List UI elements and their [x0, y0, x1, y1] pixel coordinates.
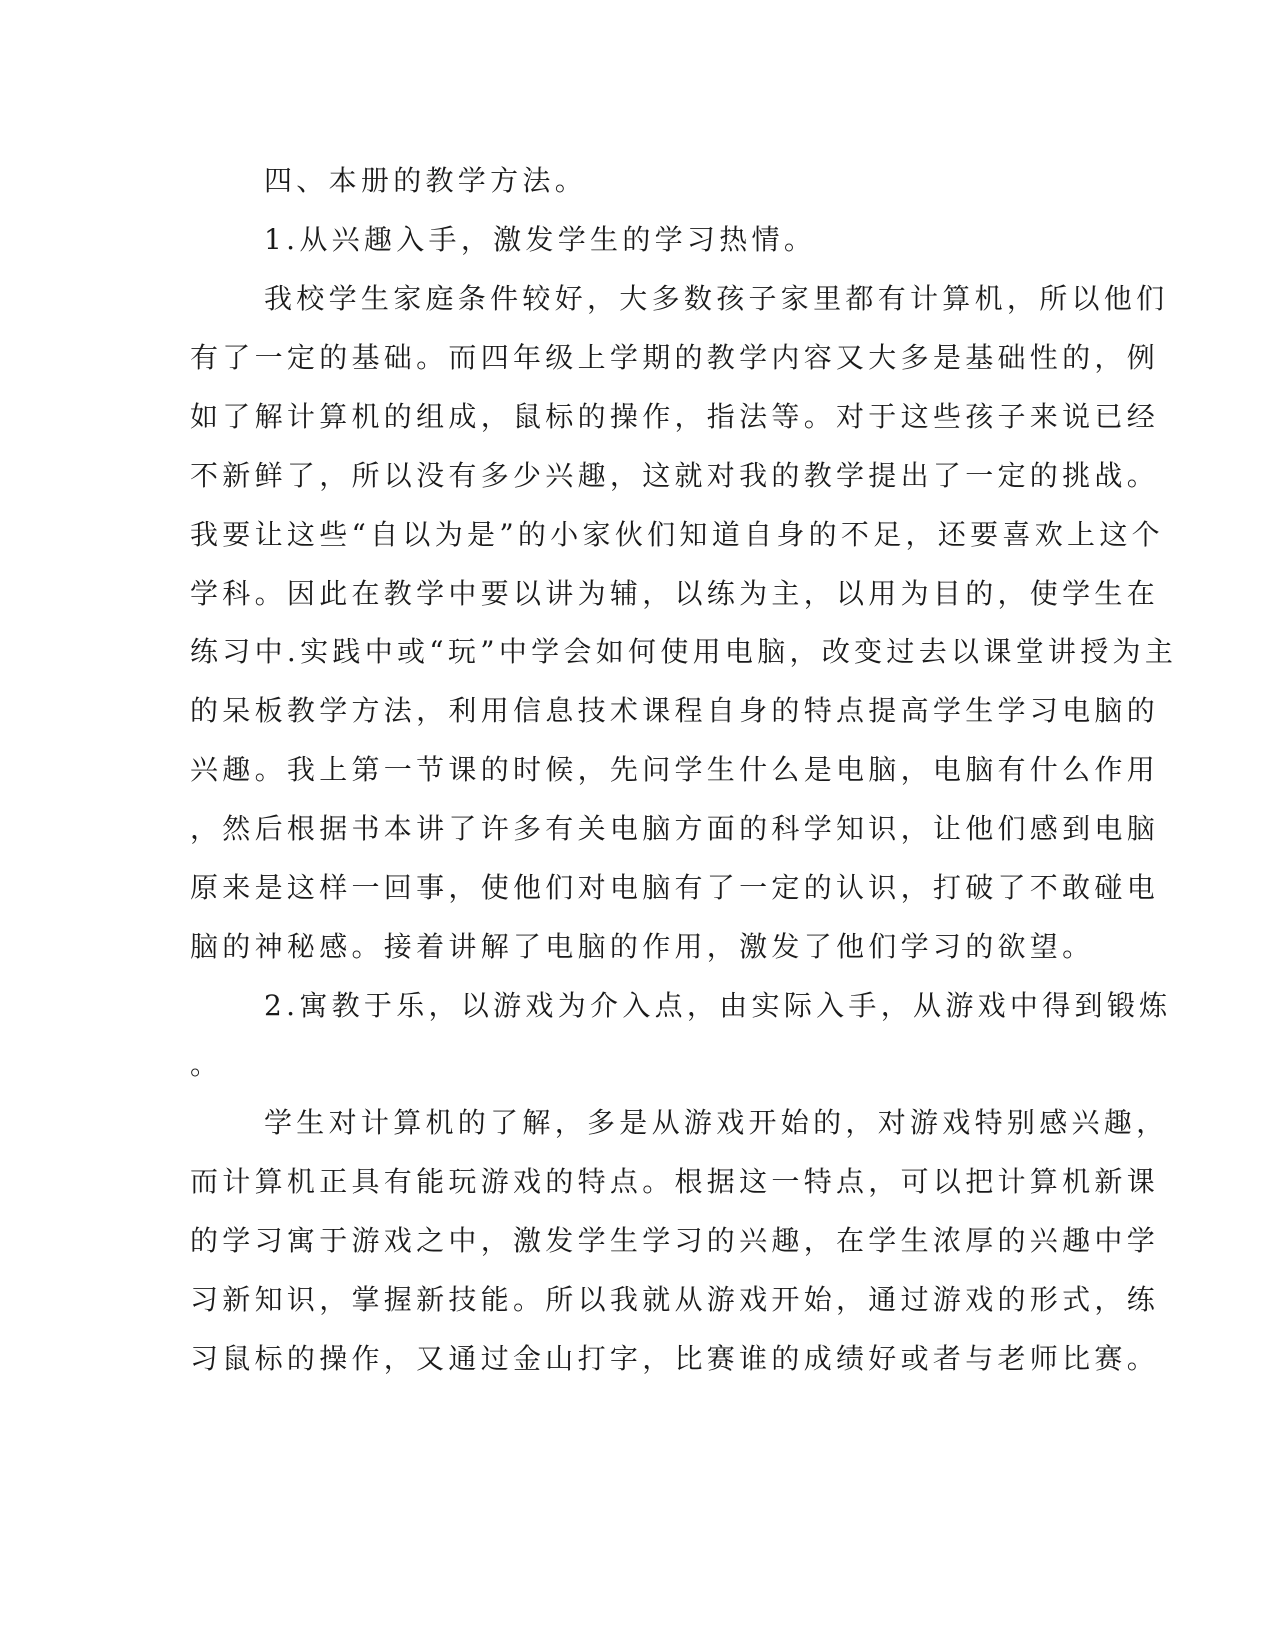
- point-2-title: 2.寓教于乐，以游戏为介入点，由实际入手，从游戏中得到锻炼: [264, 989, 1172, 1022]
- paragraph-1-line: 我要让这些“自以为是”的小家伙们知道自身的不足，还要喜欢上这个: [190, 518, 1164, 551]
- paragraph-1-line: 原来是这样一回事，使他们对电脑有了一定的认识，打破了不敢碰电: [190, 871, 1160, 904]
- paragraph-1-line: ，然后根据书本讲了许多有关电脑方面的科学知识，让他们感到电脑: [190, 812, 1160, 845]
- paragraph-2-line: 学生对计算机的了解，多是从游戏开始的，对游戏特别感兴趣，: [264, 1106, 1169, 1139]
- paragraph-2-line: 而计算机正具有能玩游戏的特点。根据这一特点，可以把计算机新课: [190, 1165, 1160, 1198]
- paragraph-1-line: 练习中.实践中或“玩”中学会如何使用电脑，改变过去以课堂讲授为主: [190, 635, 1178, 668]
- paragraph-1-line: 如了解计算机的组成，鼠标的操作，指法等。对于这些孩子来说已经: [190, 400, 1160, 433]
- paragraph-1-line: 兴趣。我上第一节课的时候，先问学生什么是电脑，电脑有什么作用: [190, 753, 1160, 786]
- paragraph-1-line: 有了一定的基础。而四年级上学期的教学内容又大多是基础性的，例: [190, 341, 1160, 374]
- point-1-title: 1.从兴趣入手，激发学生的学习热情。: [264, 223, 817, 256]
- paragraph-1-line: 学科。因此在教学中要以讲为辅，以练为主，以用为目的，使学生在: [190, 577, 1160, 610]
- paragraph-1-line: 脑的神秘感。接着讲解了电脑的作用，激发了他们学习的欲望。: [190, 930, 1095, 963]
- paragraph-1-line: 我校学生家庭条件较好，大多数孩子家里都有计算机，所以他们: [264, 282, 1169, 315]
- section-heading: 四、本册的教学方法。: [264, 164, 588, 197]
- paragraph-2-line: 习鼠标的操作，又通过金山打字，比赛谁的成绩好或者与老师比赛。: [190, 1342, 1160, 1375]
- paragraph-2-line: 习新知识，掌握新技能。所以我就从游戏开始，通过游戏的形式，练: [190, 1283, 1160, 1316]
- point-2-title-continuation: 。: [190, 1048, 223, 1081]
- paragraph-1-line: 的呆板教学方法，利用信息技术课程自身的特点提高学生学习电脑的: [190, 694, 1160, 727]
- paragraph-1-line: 不新鲜了，所以没有多少兴趣，这就对我的教学提出了一定的挑战。: [190, 459, 1160, 492]
- paragraph-2-line: 的学习寓于游戏之中，激发学生学习的兴趣，在学生浓厚的兴趣中学: [190, 1224, 1160, 1257]
